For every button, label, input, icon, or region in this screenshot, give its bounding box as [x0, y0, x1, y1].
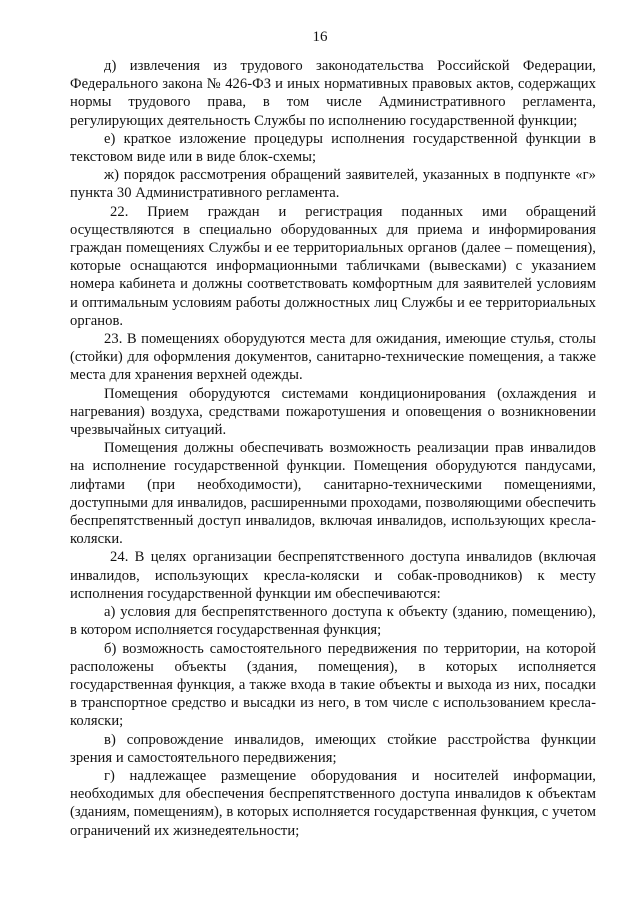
- paragraph-item-d: д) извлечения из трудового законодательства Российской Федерации, Федерального закона № 426-ФЗ и иных нормативных правовых актов, содержащих нормы трудового права, в том числе Административного регламента, регулирующих деятельность Службы по исполнению государственной функции;: [70, 58, 596, 129]
- document-body: [70, 57, 596, 840]
- paragraph-item-b: б) возможность самостоятельного передвижения по территории, на которой расположены объекты (здания, помещения), в которых исполняется государственная функция, а также входа в такие объекты и выхода из них, посадки в транспортное средство и высадки из него, в том числе с использованием кресла-коляски;: [70, 640, 596, 730]
- paragraph-item-zh: ж) порядок рассмотрения обращений заявителей, указанных в подпункте «г» пункта 30 Административного регламента.: [70, 167, 596, 202]
- paragraph-disability-access: Помещения должны обеспечивать возможность реализации прав инвалидов на исполнение государственной функции. Помещения оборудуются пандусами, лифтами (при необходимости), санитарно-техническими помещениями, доступными для инвалидов, расширенными проходами, позволяющими обеспечить беспрепятственный доступ инвалидов, включая инвалидов, использующих кресла-коляски.: [70, 440, 596, 548]
- paragraph-clause-22: 22. Прием граждан и регистрация поданных ими обращений осуществляются в специально оборудованных для приема и информирования граждан помещениях Службы и ее территориальных органов (далее – помещения), которые оснащаются информационными табличками (вывесками) с указанием номера кабинета и должны соответствовать комфортным для заявителей условиям и оптимальным условиям работы должностных лиц Службы и ее территориальных органов.: [70, 203, 596, 329]
- page-number: 16: [312, 29, 328, 45]
- paragraph-item-v: в) сопровождение инвалидов, имеющих стойкие расстройства функции зрения и самостоятельного передвижения;: [70, 731, 596, 766]
- paragraph-item-e: е) краткое изложение процедуры исполнения государственной функции в текстовом виде или в виде блок-схемы;: [70, 130, 596, 166]
- paragraph-item-a: а) условия для беспрепятственного доступа к объекту (зданию, помещению), в котором исполняется государственная функция;: [70, 604, 596, 639]
- paragraph-clause-23: 23. В помещениях оборудуются места для ожидания, имеющие стулья, столы (стойки) для оформления документов, санитарно-технические помещения, а также места для хранения верхней одежды.: [70, 331, 596, 384]
- paragraph-item-g: г) надлежащее размещение оборудования и носителей информации, необходимых для обеспечения беспрепятственного доступа инвалидов к объектам (зданиям, помещениям), в которых исполняется государственная функция, с учетом ограничений их жизнедеятельности;: [70, 767, 596, 839]
- paragraph-clause-24: 24. В целях организации беспрепятственного доступа инвалидов (включая инвалидов, использующих кресла-коляски и собак-проводников) к месту исполнения государственной функции им обеспечиваются:: [70, 549, 596, 602]
- paragraph-climate-systems: Помещения оборудуются системами кондиционирования (охлаждения и нагревания) воздуха, средствами пожаротушения и оповещения о возникновении чрезвычайных ситуаций.: [70, 385, 596, 439]
